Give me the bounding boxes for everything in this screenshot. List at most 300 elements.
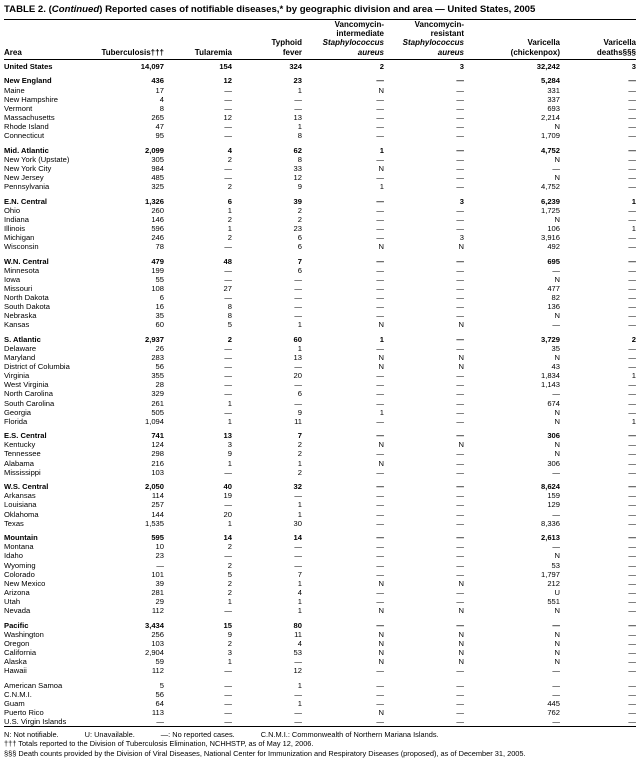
cell-var: 306 — [547, 431, 560, 441]
area-name: Massachusetts — [4, 112, 55, 122]
cell-tb: 35 — [155, 311, 164, 321]
cell-tul: — — [224, 698, 232, 708]
cell-tul: 2 — [227, 154, 232, 164]
cell-typ: 13 — [293, 112, 302, 122]
cell-tul: 13 — [223, 431, 232, 441]
cell-vrsa: N — [458, 647, 464, 657]
area-name: E.S. Central — [4, 431, 47, 441]
column-header-line: resistant — [430, 29, 464, 39]
cell-vard: — — [628, 353, 636, 363]
cell-vrsa: N — [458, 362, 464, 372]
area-name: Texas — [4, 518, 24, 528]
cell-tul: — — [224, 362, 232, 372]
cell-vrsa: — — [456, 172, 464, 182]
cell-var: N — [554, 605, 560, 615]
cell-var: 136 — [547, 302, 560, 312]
cell-visa: N — [378, 353, 384, 363]
table-row — [4, 389, 636, 398]
table-row — [4, 579, 636, 588]
legend-item: C.N.M.I.: Commonwealth of Northern Mariana Islands. — [260, 730, 439, 740]
cell-tul: 2 — [227, 232, 232, 242]
cell-vrsa: — — [456, 596, 464, 606]
cell-visa: — — [376, 172, 384, 182]
table-title — [4, 4, 636, 16]
cell-visa: — — [376, 223, 384, 233]
cell-var: — — [552, 542, 560, 552]
cell-var: 53 — [551, 560, 560, 570]
cell-vrsa: — — [456, 154, 464, 164]
cell-visa: — — [376, 103, 384, 113]
cell-tb: 283 — [151, 353, 164, 363]
cell-vrsa: — — [456, 389, 464, 399]
cell-tul: 8 — [227, 302, 232, 312]
cell-typ: — — [294, 274, 302, 284]
cell-tul: 1 — [227, 656, 232, 666]
cell-tul: — — [224, 680, 232, 690]
cell-var: N — [554, 449, 560, 459]
area-name: New Mexico — [4, 578, 46, 588]
table-row — [4, 86, 636, 95]
cell-tul: 8 — [227, 311, 232, 321]
cell-vard: — — [628, 689, 636, 699]
cell-tul: — — [224, 353, 232, 363]
cell-visa: — — [376, 274, 384, 284]
area-name: Oregon — [4, 638, 30, 648]
column-header-line: Vancomycin- — [414, 20, 464, 29]
cell-tul: 5 — [227, 320, 232, 330]
cell-vrsa: — — [456, 85, 464, 95]
column-header-area — [4, 20, 94, 59]
table-body — [4, 60, 636, 726]
cell-tb: 14,097 — [140, 61, 164, 71]
region-row — [4, 60, 636, 71]
cell-vard: — — [628, 666, 636, 676]
cell-visa: N — [378, 578, 384, 588]
area-name: Guam — [4, 698, 25, 708]
cell-tul: — — [224, 85, 232, 95]
cell-tul: — — [224, 265, 232, 275]
cell-typ: 13 — [293, 353, 302, 363]
cell-vrsa: — — [456, 256, 464, 266]
table-row — [4, 122, 636, 131]
cell-tul: — — [224, 389, 232, 399]
cell-tb: 329 — [151, 389, 164, 399]
cell-vard: — — [628, 467, 636, 477]
cell-vrsa: — — [456, 569, 464, 579]
cell-vrsa: — — [456, 334, 464, 344]
cell-vrsa: — — [456, 707, 464, 717]
cell-typ: — — [294, 380, 302, 390]
area-name: District of Columbia — [4, 362, 70, 372]
cell-tb: 112 — [151, 666, 164, 676]
cell-tb: 436 — [151, 76, 164, 86]
cell-vrsa: — — [456, 145, 464, 155]
cell-visa: N — [378, 656, 384, 666]
cell-typ: 1 — [297, 121, 302, 131]
cell-tul: — — [224, 103, 232, 113]
cell-typ: 1 — [297, 85, 302, 95]
cell-vrsa: — — [456, 112, 464, 122]
cell-typ: 4 — [297, 587, 302, 597]
cell-typ: — — [294, 656, 302, 666]
table-row — [4, 215, 636, 224]
cell-vrsa: — — [456, 560, 464, 570]
cell-typ: — — [294, 398, 302, 408]
area-name: New York City — [4, 163, 52, 173]
cell-var: 1,797 — [540, 569, 560, 579]
cell-tb: 146 — [151, 214, 164, 224]
cell-visa: — — [376, 542, 384, 552]
cell-visa: N — [378, 638, 384, 648]
cell-var: 106 — [547, 223, 560, 233]
area-name: Rhode Island — [4, 121, 49, 131]
area-name: California — [4, 647, 37, 657]
cell-vard: — — [628, 491, 636, 501]
table-row — [4, 468, 636, 477]
cell-tb: 59 — [155, 656, 164, 666]
cell-var: 2,613 — [540, 533, 560, 543]
cell-var: — — [552, 320, 560, 330]
cell-var: 551 — [547, 596, 560, 606]
table-row — [4, 104, 636, 113]
cell-typ: — — [294, 103, 302, 113]
cell-vrsa: — — [456, 163, 464, 173]
cell-tul: 4 — [227, 145, 232, 155]
cell-tb: 47 — [155, 121, 164, 131]
area-name: Oklahoma — [4, 509, 39, 519]
cell-vard: — — [628, 181, 636, 191]
cell-var: 331 — [547, 85, 560, 95]
table-row — [4, 233, 636, 242]
legend-item: —: No reported cases. — [160, 730, 235, 740]
footnote-tuberculosis: ††† Totals reported to the Division of Tuberculosis Elimination, NCHHSTP, as of May 12, 2006. — [4, 739, 314, 749]
cell-tul: 19 — [223, 491, 232, 501]
cell-visa: 1 — [379, 407, 384, 417]
cell-tul: 27 — [223, 283, 232, 293]
cell-typ: — — [294, 491, 302, 501]
cell-var: — — [552, 265, 560, 275]
cell-var: 4,752 — [540, 145, 560, 155]
cell-typ: 6 — [297, 389, 302, 399]
cell-visa: N — [378, 458, 384, 468]
cell-tb: 16 — [155, 302, 164, 312]
area-name: Hawaii — [4, 666, 27, 676]
table-row — [4, 131, 636, 140]
cell-typ: — — [294, 560, 302, 570]
cell-tul: — — [224, 130, 232, 140]
cell-var: — — [552, 509, 560, 519]
cell-vrsa: — — [456, 398, 464, 408]
title-rest: ) Reported cases of notifiable diseases,* by geographic division and area — United States, 2005 — [99, 4, 536, 15]
cell-vard: — — [628, 311, 636, 321]
cell-typ: — — [294, 717, 302, 726]
region-row — [4, 482, 636, 491]
area-name: W.N. Central — [4, 256, 49, 266]
table-row — [4, 570, 636, 579]
legend-row — [4, 730, 636, 739]
cell-vrsa: N — [458, 629, 464, 639]
cell-vard: — — [628, 407, 636, 417]
table-row — [4, 699, 636, 708]
cell-tul: 14 — [223, 533, 232, 543]
cell-vard: — — [628, 605, 636, 615]
area-name: Minnesota — [4, 265, 40, 275]
cell-tb: — — [156, 560, 164, 570]
cell-typ: 7 — [297, 256, 302, 266]
cell-typ: 9 — [297, 407, 302, 417]
table-row — [4, 206, 636, 215]
title-prefix: TABLE 2. ( — [4, 4, 52, 15]
region-row — [4, 257, 636, 266]
cell-tb: 28 — [155, 380, 164, 390]
column-header-line: aureus — [357, 47, 384, 57]
cell-visa: — — [376, 205, 384, 215]
cell-vard: — — [628, 76, 636, 86]
cell-tb: 101 — [151, 569, 164, 579]
table-row — [4, 182, 636, 191]
cell-typ: — — [294, 292, 302, 302]
cell-typ: 2 — [297, 205, 302, 215]
cell-var: 477 — [547, 283, 560, 293]
table-row — [4, 708, 636, 717]
column-header-line: Staphylococcus — [322, 38, 384, 48]
cell-vrsa: — — [456, 94, 464, 104]
cell-vrsa: — — [456, 680, 464, 690]
cell-vrsa: — — [456, 205, 464, 215]
cell-typ: 1 — [297, 343, 302, 353]
cell-tul: — — [224, 121, 232, 131]
cell-visa: N — [378, 629, 384, 639]
cell-var: — — [552, 389, 560, 399]
area-name: Tennessee — [4, 449, 41, 459]
cell-vard: — — [628, 440, 636, 450]
cell-tb: 216 — [151, 458, 164, 468]
cell-visa: — — [376, 256, 384, 266]
cell-vard: — — [628, 214, 636, 224]
area-name: United States — [4, 61, 53, 71]
cell-tb: 485 — [151, 172, 164, 182]
cell-var: 492 — [547, 242, 560, 251]
cell-var: N — [554, 311, 560, 321]
area-name: Alaska — [4, 656, 27, 666]
area-name: Arkansas — [4, 491, 36, 501]
cell-tb: 56 — [155, 362, 164, 372]
table-row — [4, 164, 636, 173]
cell-var: N — [554, 629, 560, 639]
table-row — [4, 380, 636, 389]
area-name: Mississippi — [4, 467, 41, 477]
cell-vard: — — [628, 707, 636, 717]
cell-vrsa: N — [458, 578, 464, 588]
cell-tb: 56 — [155, 689, 164, 699]
cell-visa: — — [376, 94, 384, 104]
area-name: Missouri — [4, 283, 33, 293]
area-name: U.S. Virgin Islands — [4, 717, 67, 726]
area-name: Michigan — [4, 232, 35, 242]
cell-tul: — — [224, 371, 232, 381]
cell-typ: 1 — [297, 509, 302, 519]
cell-visa: — — [376, 518, 384, 528]
cell-vard: — — [628, 362, 636, 372]
cell-vard: — — [628, 596, 636, 606]
cell-tb: 596 — [151, 223, 164, 233]
area-name: E.N. Central — [4, 196, 48, 206]
area-name: Alabama — [4, 458, 34, 468]
area-name: Wyoming — [4, 560, 36, 570]
cell-tb: 29 — [155, 596, 164, 606]
cell-var: 159 — [547, 491, 560, 501]
cell-var: N — [554, 274, 560, 284]
cell-typ: 2 — [297, 440, 302, 450]
cell-vrsa: — — [456, 265, 464, 275]
cell-var: N — [554, 214, 560, 224]
cell-visa: — — [376, 371, 384, 381]
cell-typ: 30 — [293, 518, 302, 528]
cell-visa: — — [376, 380, 384, 390]
region-row — [4, 335, 636, 344]
area-name: West Virginia — [4, 380, 49, 390]
table-row — [4, 561, 636, 570]
column-header-var — [464, 20, 560, 59]
cell-vard: 3 — [631, 61, 636, 71]
cell-vard: — — [628, 533, 636, 543]
cell-tul: 12 — [223, 112, 232, 122]
cell-vard: — — [628, 112, 636, 122]
cell-tul: — — [224, 707, 232, 717]
cell-vrsa: N — [458, 440, 464, 450]
cell-var: N — [554, 638, 560, 648]
cell-visa: — — [376, 232, 384, 242]
table-row — [4, 353, 636, 362]
cell-vard: 2 — [631, 334, 636, 344]
cell-tb: 10 — [155, 542, 164, 552]
cell-tul: — — [224, 407, 232, 417]
cell-vrsa: — — [456, 76, 464, 86]
table-row — [4, 648, 636, 657]
cell-typ: 53 — [293, 647, 302, 657]
cell-tul: 3 — [227, 440, 232, 450]
cell-visa: — — [376, 482, 384, 492]
cell-visa: — — [376, 292, 384, 302]
cell-vrsa: — — [456, 458, 464, 468]
cell-visa: — — [376, 343, 384, 353]
cell-tul: 2 — [227, 587, 232, 597]
area-name: New England — [4, 76, 52, 86]
cell-var: 1,709 — [540, 130, 560, 140]
cell-tb: 256 — [151, 629, 164, 639]
cell-tul: — — [224, 666, 232, 676]
cell-vrsa: — — [456, 587, 464, 597]
cell-tul: — — [224, 292, 232, 302]
cell-vrsa: — — [456, 491, 464, 501]
table-row — [4, 690, 636, 699]
cell-visa: — — [376, 500, 384, 510]
table-row — [4, 417, 636, 426]
cell-vrsa: — — [456, 343, 464, 353]
column-header-line: deaths§§§ — [596, 47, 636, 57]
cell-tul: 20 — [223, 509, 232, 519]
cell-typ: — — [294, 302, 302, 312]
column-header-line: (chickenpox) — [510, 47, 560, 57]
cell-tb: 103 — [151, 467, 164, 477]
cell-visa: — — [376, 491, 384, 501]
cell-visa: — — [376, 416, 384, 426]
table-row — [4, 284, 636, 293]
cell-vrsa: — — [456, 698, 464, 708]
cell-vrsa: — — [456, 283, 464, 293]
table-row — [4, 275, 636, 284]
cell-vrsa: — — [456, 130, 464, 140]
cell-var: N — [554, 416, 560, 426]
cell-typ: 8 — [297, 130, 302, 140]
cell-tul: — — [224, 380, 232, 390]
cell-vard: — — [628, 232, 636, 242]
cell-typ: 6 — [297, 265, 302, 275]
cell-var: N — [554, 656, 560, 666]
cell-tb: 325 — [151, 181, 164, 191]
cell-vard: — — [628, 698, 636, 708]
cell-vard: — — [628, 431, 636, 441]
cell-tb: 479 — [151, 256, 164, 266]
table-row — [4, 681, 636, 690]
area-name: Indiana — [4, 214, 29, 224]
cell-var: 1,725 — [540, 205, 560, 215]
area-name: Maryland — [4, 353, 36, 363]
cell-tul: — — [224, 163, 232, 173]
area-name: Pennsylvania — [4, 181, 50, 191]
cell-vard: — — [628, 656, 636, 666]
table-row — [4, 173, 636, 182]
table-row — [4, 491, 636, 500]
area-name: New Hampshire — [4, 94, 59, 104]
region-row — [4, 431, 636, 440]
table-row — [4, 639, 636, 648]
cell-typ: 11 — [294, 629, 302, 639]
column-header-visa — [302, 20, 384, 59]
cell-typ: 1 — [297, 458, 302, 468]
cell-tul: — — [224, 172, 232, 182]
cell-tb: 281 — [151, 587, 164, 597]
cell-tul: 9 — [227, 449, 232, 459]
cell-visa: — — [376, 551, 384, 561]
region-row — [4, 76, 636, 85]
cell-visa: 1 — [379, 334, 384, 344]
cell-var: 8,336 — [540, 518, 560, 528]
cell-tul: 1 — [227, 223, 232, 233]
cell-tb: 113 — [151, 707, 164, 717]
cell-tul: 1 — [227, 458, 232, 468]
cell-vrsa: — — [456, 500, 464, 510]
column-header-line: Typhoid — [271, 38, 302, 48]
cell-tul: 2 — [227, 214, 232, 224]
area-name: Connecticut — [4, 130, 45, 140]
area-name: Colorado — [4, 569, 35, 579]
cell-var: — — [552, 467, 560, 477]
area-name: Florida — [4, 416, 28, 426]
area-name: Louisiana — [4, 500, 37, 510]
cell-var: N — [554, 154, 560, 164]
cell-visa: — — [376, 569, 384, 579]
cell-tb: 246 — [151, 232, 164, 242]
cell-tb: 4 — [159, 94, 164, 104]
table-row — [4, 606, 636, 615]
cell-tb: 305 — [151, 154, 164, 164]
cell-tul: 5 — [227, 569, 232, 579]
cell-vard: — — [628, 398, 636, 408]
area-name: North Carolina — [4, 389, 53, 399]
table-row — [4, 551, 636, 560]
cell-vrsa: — — [456, 380, 464, 390]
